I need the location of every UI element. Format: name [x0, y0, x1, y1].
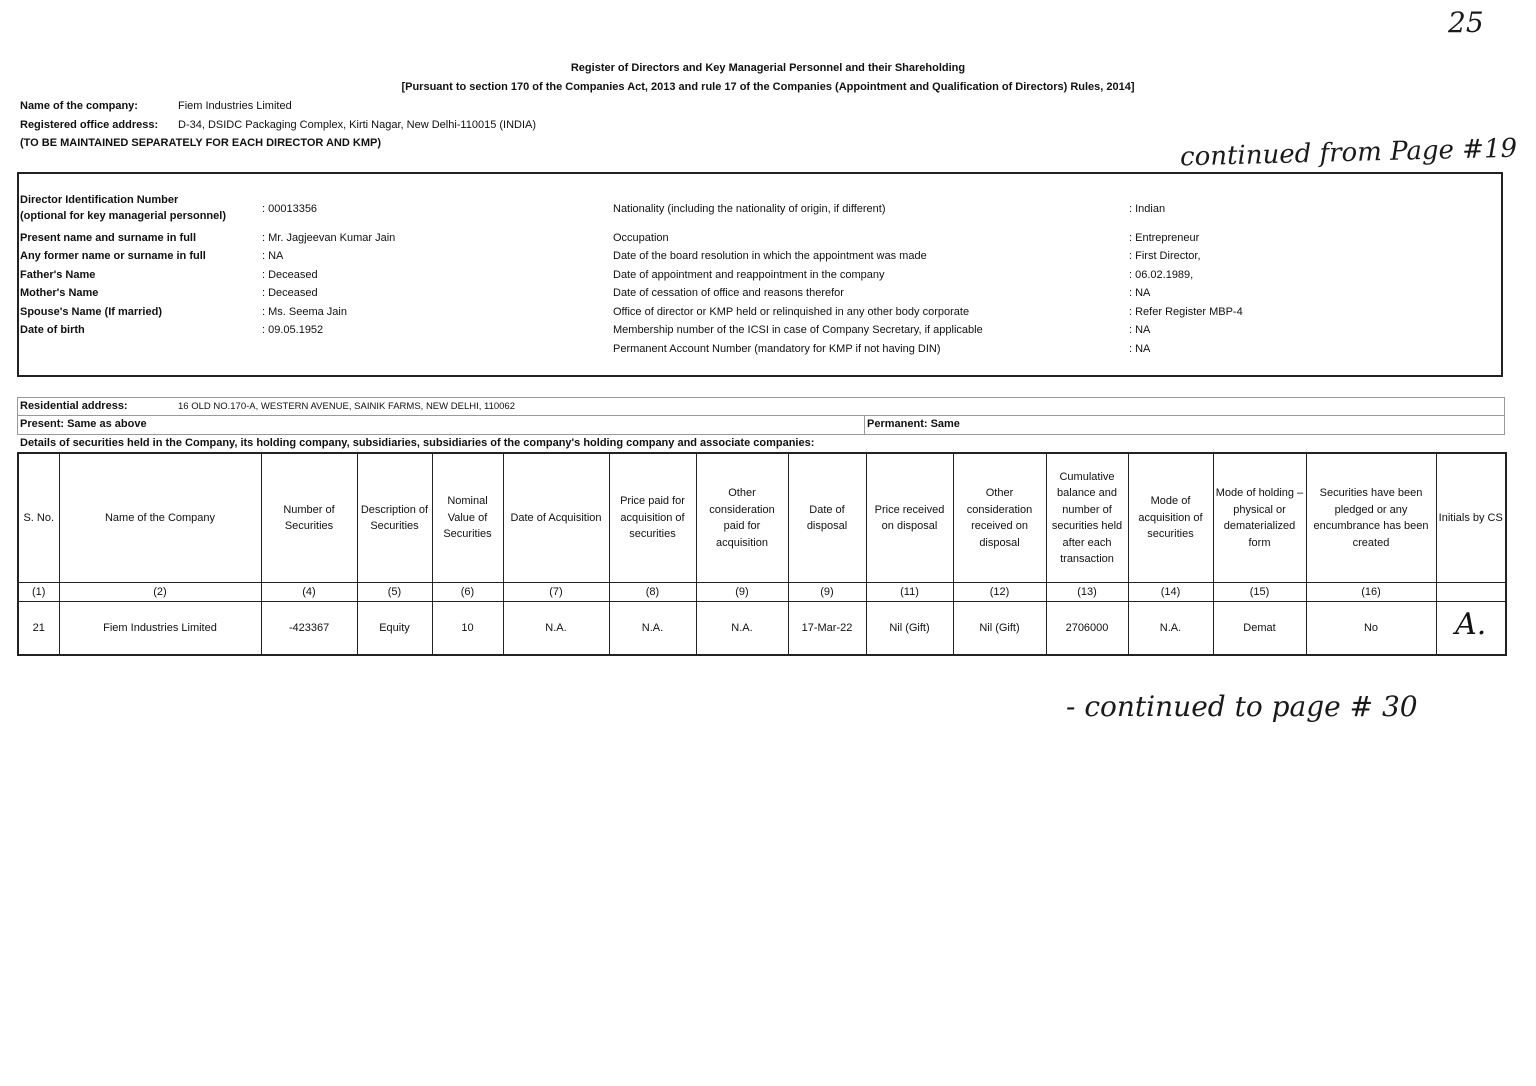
index-cell: (11): [866, 583, 953, 602]
cell-description: Equity: [357, 602, 432, 656]
cell-acq-date: N.A.: [503, 602, 609, 656]
col-header-price-paid: Price paid for acquisition of securities: [609, 453, 696, 583]
cell-holding-mode: Demat: [1213, 602, 1306, 656]
mother-name-label: Mother's Name: [20, 287, 99, 299]
col-header-cumulative: Cumulative balance and number of securities held after each transaction: [1046, 453, 1128, 583]
col-header-nominal: Nominal Value of Securities: [432, 453, 503, 583]
cell-other-paid: N.A.: [696, 602, 788, 656]
cs-initials-signature: A.: [1455, 606, 1487, 642]
registered-office-label: Registered office address:: [20, 119, 159, 131]
residential-address-label: Residential address:: [20, 400, 128, 412]
col-header-other-received: Other consideration received on disposal: [953, 453, 1046, 583]
nationality-label: Nationality (including the nationality of origin, if different): [613, 203, 886, 215]
father-name-label: Father's Name: [20, 269, 96, 281]
index-cell: (15): [1213, 583, 1306, 602]
document-subtitle: [Pursuant to section 170 of the Companies Act, 2013 and rule 17 of the Companies (Appointment and Qualification of Directors) Rules, 2014]: [401, 81, 1135, 93]
index-cell: (6): [432, 583, 503, 602]
col-header-initials: Initials by CS: [1436, 453, 1506, 583]
occupation-value: : Entrepreneur: [1129, 232, 1200, 244]
col-header-other-paid: Other consideration paid for acquisition: [696, 453, 788, 583]
index-cell: (2): [59, 583, 261, 602]
pan-label: Permanent Account Number (mandatory for KMP if not having DIN): [613, 343, 941, 355]
index-cell: (7): [503, 583, 609, 602]
company-name-value: Fiem Industries Limited: [178, 100, 292, 112]
present-name-value: : Mr. Jagjeevan Kumar Jain: [262, 232, 396, 244]
address-divider: [17, 415, 1505, 416]
appointment-date-value: : 06.02.1989,: [1129, 269, 1194, 281]
mother-name-value: : Deceased: [262, 287, 318, 299]
dob-value: : 09.05.1952: [262, 324, 324, 336]
cell-nominal: 10: [432, 602, 503, 656]
company-name-label: Name of the company:: [20, 100, 138, 112]
continued-from-note: continued from Page #19: [1179, 133, 1518, 173]
index-cell: (1): [18, 583, 59, 602]
occupation-label: Occupation: [613, 232, 669, 244]
table-header-row: [18, 453, 1506, 583]
din-label: Director Identification Number (optional for key managerial personnel): [20, 194, 226, 222]
other-office-label: Office of director or KMP held or relinquished in any other body corporate: [613, 306, 970, 318]
index-cell: [1436, 583, 1506, 602]
board-resolution-value: : First Director,: [1129, 250, 1201, 262]
col-header-number: Number of Securities: [261, 453, 357, 583]
index-cell: (4): [261, 583, 357, 602]
spouse-name-value: : Ms. Seema Jain: [262, 306, 347, 318]
registered-office-value: D-34, DSIDC Packaging Complex, Kirti Nagar, New Delhi-110015 (INDIA): [178, 119, 537, 131]
cell-price-paid: N.A.: [609, 602, 696, 656]
page-number: 25: [1448, 6, 1484, 39]
icsi-label: Membership number of the ICSI in case of Company Secretary, if applicable: [613, 324, 983, 336]
securities-table: [17, 452, 1507, 656]
cell-company: Fiem Industries Limited: [59, 602, 261, 656]
cell-price-received: Nil (Gift): [866, 602, 953, 656]
cell-cumulative: 2706000: [1046, 602, 1128, 656]
appointment-date-label: Date of appointment and reappointment in the company: [613, 269, 885, 281]
icsi-value: : NA: [1129, 324, 1151, 336]
cell-number: -423367: [261, 602, 357, 656]
cell-initials: [1436, 602, 1506, 656]
spouse-name-label: Spouse's Name (If married): [20, 306, 162, 318]
address-vertical-divider: [864, 415, 865, 435]
permanent-address: Permanent: Same: [867, 418, 960, 430]
din-value: : 00013356: [262, 203, 318, 215]
other-office-value: : Refer Register MBP-4: [1129, 306, 1243, 318]
residential-address-value: 16 OLD NO.170-A, WESTERN AVENUE, SAINIK FARMS, NEW DELHI, 110062: [178, 401, 516, 412]
index-cell: (9): [696, 583, 788, 602]
cessation-label: Date of cessation of office and reasons therefor: [613, 287, 844, 299]
col-header-company: Name of the Company: [59, 453, 261, 583]
cessation-value: : NA: [1129, 287, 1151, 299]
dob-label: Date of birth: [20, 324, 85, 336]
cell-disposal-date: 17-Mar-22: [788, 602, 866, 656]
col-header-description: Description of Securities: [357, 453, 432, 583]
col-header-acq-date: Date of Acquisition: [503, 453, 609, 583]
table-row: [18, 602, 1506, 656]
index-cell: (13): [1046, 583, 1128, 602]
present-name-label: Present name and surname in full: [20, 232, 197, 244]
cell-sno: 21: [18, 602, 59, 656]
securities-details-heading: Details of securities held in the Company, its holding company, subsidiaries, subsidiaries of the company's holding company and associate companies:: [20, 437, 815, 449]
pan-value: : NA: [1129, 343, 1151, 355]
former-name-value: : NA: [262, 250, 284, 262]
index-cell: (16): [1306, 583, 1436, 602]
former-name-label: Any former name or surname in full: [20, 250, 206, 262]
nationality-value: : Indian: [1129, 203, 1166, 215]
index-cell: (14): [1128, 583, 1213, 602]
index-cell: (8): [609, 583, 696, 602]
maintenance-note: (TO BE MAINTAINED SEPARATELY FOR EACH DIRECTOR AND KMP): [20, 137, 381, 149]
document-title: Register of Directors and Key Managerial Personnel and their Shareholding: [570, 62, 966, 74]
col-header-disposal-date: Date of disposal: [788, 453, 866, 583]
col-header-acq-mode: Mode of acquisition of securities: [1128, 453, 1213, 583]
col-header-sno: S. No.: [18, 453, 59, 583]
cell-other-received: Nil (Gift): [953, 602, 1046, 656]
index-cell: (9): [788, 583, 866, 602]
cell-acq-mode: N.A.: [1128, 602, 1213, 656]
col-header-holding-mode: Mode of holding – physical or dematerialized form: [1213, 453, 1306, 583]
index-cell: (5): [357, 583, 432, 602]
index-cell: (12): [953, 583, 1046, 602]
col-header-price-received: Price received on disposal: [866, 453, 953, 583]
col-header-pledged: Securities have been pledged or any encumbrance has been created: [1306, 453, 1436, 583]
table-index-row: [18, 583, 1506, 602]
continued-to-note: - continued to page # 30: [1066, 690, 1418, 723]
father-name-value: : Deceased: [262, 269, 318, 281]
cell-pledged: No: [1306, 602, 1436, 656]
board-resolution-label: Date of the board resolution in which the appointment was made: [613, 250, 927, 262]
present-address: Present: Same as above: [20, 418, 147, 430]
